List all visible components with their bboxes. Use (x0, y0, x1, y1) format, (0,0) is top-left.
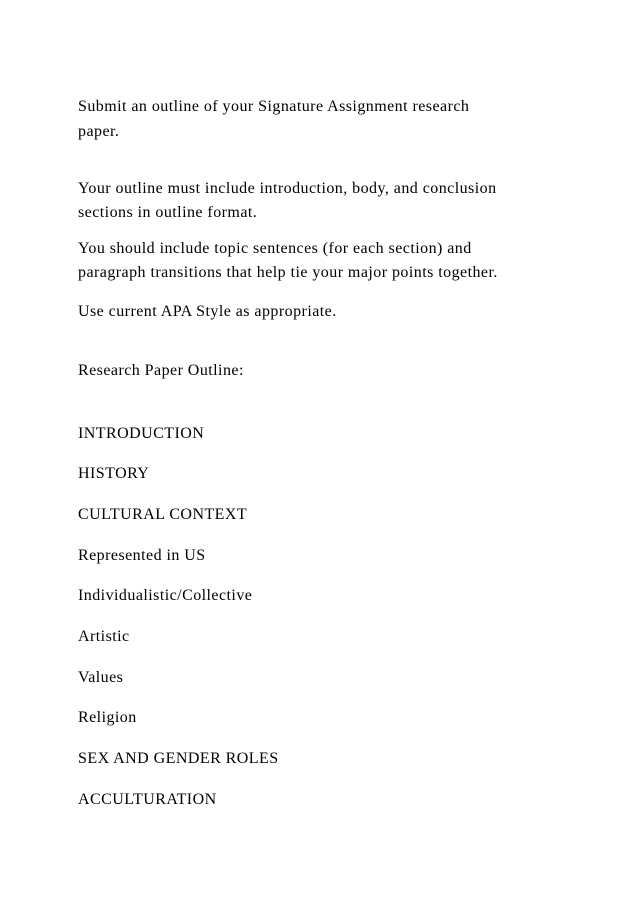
outline-heading: Research Paper Outline: (78, 362, 244, 379)
outline-item-religion: Religion (78, 709, 137, 726)
paragraph-3-line-1: You should include topic sentences (for each section) and (78, 240, 472, 257)
outline-item-artistic: Artistic (78, 628, 130, 645)
outline-item-represented-in-us: Represented in US (78, 547, 206, 564)
outline-item-acculturation: ACCULTURATION (78, 791, 217, 808)
paragraph-1-line-2: paper. (78, 123, 120, 140)
paragraph-2-line-2: sections in outline format. (78, 204, 258, 221)
paragraph-3-line-2: paragraph transitions that help tie your major points together. (78, 264, 498, 281)
paragraph-1-line-1: Submit an outline of your Signature Assignment research (78, 98, 470, 115)
outline-item-history: HISTORY (78, 465, 150, 482)
outline-item-sex-and-gender-roles: SEX AND GENDER ROLES (78, 750, 279, 767)
paragraph-2-line-1: Your outline must include introduction, body, and conclusion (78, 180, 497, 197)
outline-item-individualistic-collective: Individualistic/Collective (78, 587, 253, 604)
outline-item-values: Values (78, 669, 124, 686)
paragraph-4: Use current APA Style as appropriate. (78, 303, 337, 320)
outline-item-introduction: INTRODUCTION (78, 425, 205, 442)
outline-item-cultural-context: CULTURAL CONTEXT (78, 506, 248, 523)
